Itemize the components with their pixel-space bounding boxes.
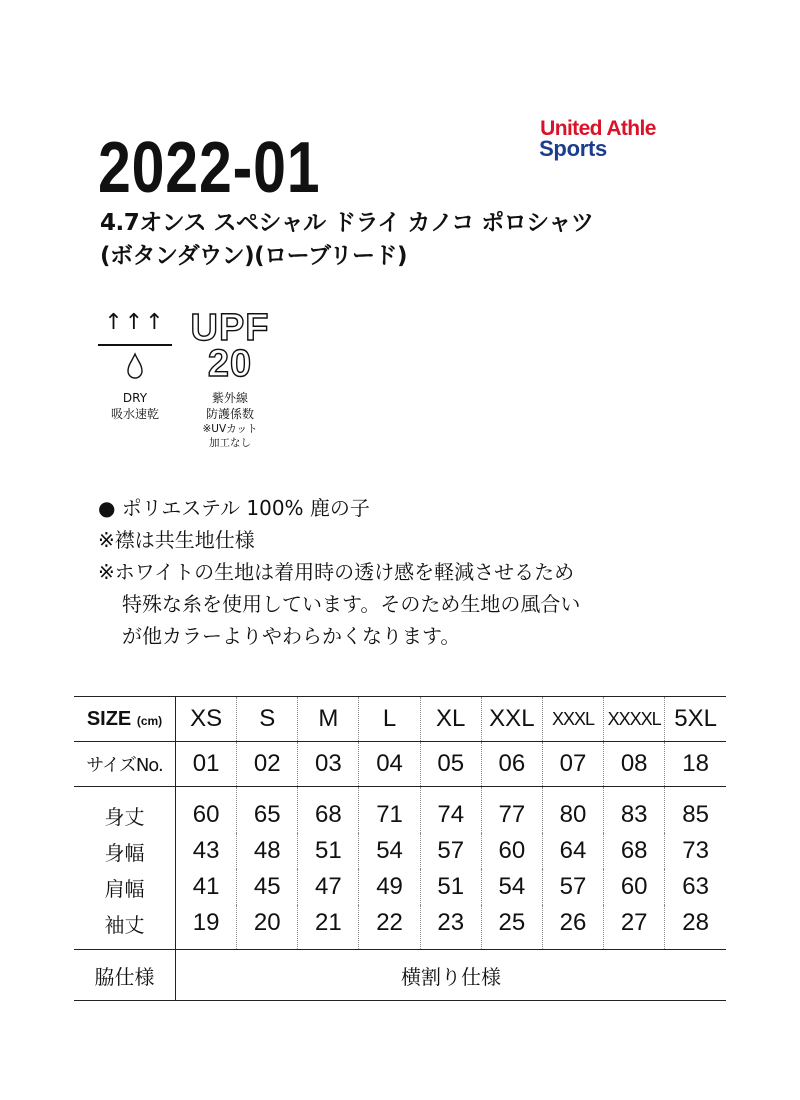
measurement-cell: 49 [359, 869, 420, 905]
upf-feature [190, 307, 270, 450]
size-table [74, 696, 726, 1001]
measurement-cell: 71 [359, 787, 420, 834]
water-drop-icon [125, 352, 145, 380]
brand-logo-line1: United Athle [540, 117, 656, 140]
note-material: ● ポリエステル 100% 鹿の子 [98, 496, 370, 520]
brand-logo-line2: Sports [539, 136, 607, 161]
size-cell: XXXL [542, 697, 603, 742]
measurement-cell: 64 [542, 833, 603, 869]
measurement-row-sleeve [74, 905, 726, 950]
measurement-cell: 60 [176, 787, 237, 834]
upf-label: UPF [190, 307, 270, 349]
size-cell: L [359, 697, 420, 742]
measurement-row-body-width [74, 833, 726, 869]
size-number-cell: 03 [298, 742, 359, 787]
note-white-cont: が他カラーよりやわらかくなります。 [122, 624, 461, 648]
note-collar: ※襟は共生地仕様 [98, 528, 255, 552]
row-label: 身丈 [74, 787, 176, 834]
size-cell: XXL [481, 697, 542, 742]
size-number-cell: 02 [237, 742, 298, 787]
measurement-cell: 57 [420, 833, 481, 869]
measurement-cell: 48 [237, 833, 298, 869]
measurement-cell: 25 [481, 905, 542, 950]
measurement-cell: 45 [237, 869, 298, 905]
upf-value: 20 [207, 343, 253, 385]
model-number: 2022-01 [98, 128, 321, 208]
measurement-cell: 43 [176, 833, 237, 869]
measurement-cell: 23 [420, 905, 481, 950]
measurement-cell: 73 [665, 833, 726, 869]
measurement-cell: 63 [665, 869, 726, 905]
measurement-cell: 51 [298, 833, 359, 869]
size-number-cell: 18 [665, 742, 726, 787]
product-name-line1: 4.7オンス スペシャル ドライ カノコ ポロシャツ [100, 210, 594, 236]
size-cell: M [298, 697, 359, 742]
row-label: 袖丈 [74, 905, 176, 950]
measurement-cell: 57 [542, 869, 603, 905]
size-number-cell: 07 [542, 742, 603, 787]
side-spec-label: 脇仕様 [74, 950, 176, 1001]
row-label: 肩幅 [74, 869, 176, 905]
dry-feature [98, 310, 172, 422]
measurement-cell: 68 [298, 787, 359, 834]
measurement-cell: 27 [604, 905, 665, 950]
size-cell: XS [176, 697, 237, 742]
side-spec-row [74, 950, 726, 1001]
size-cell: XXXXL [604, 697, 665, 742]
size-header: SIZE (cm) [74, 697, 176, 742]
size-row [74, 697, 726, 742]
product-notes [98, 492, 738, 652]
row-label: 身幅 [74, 833, 176, 869]
measurement-cell: 47 [298, 869, 359, 905]
upf-note: ※UVカット 加工なし [202, 423, 258, 449]
size-number-cell: 04 [359, 742, 420, 787]
size-number-cell: 05 [420, 742, 481, 787]
measurement-cell: 65 [237, 787, 298, 834]
size-number-row [74, 742, 726, 787]
measurement-cell: 60 [481, 833, 542, 869]
measurement-cell: 60 [604, 869, 665, 905]
measurement-cell: 54 [481, 869, 542, 905]
measurement-cell: 77 [481, 787, 542, 834]
measurement-cell: 74 [420, 787, 481, 834]
measurement-row-body-length [74, 787, 726, 834]
measurement-cell: 83 [604, 787, 665, 834]
side-spec-value: 横割り仕様 [176, 950, 727, 1001]
size-number-cell: 01 [176, 742, 237, 787]
brand-logo [508, 118, 688, 160]
size-cell: S [237, 697, 298, 742]
product-name [100, 207, 740, 273]
note-white-cont: 特殊な糸を使用しています。そのため生地の風合い [122, 592, 581, 616]
note-white: ※ホワイトの生地は着用時の透け感を軽減させるため [98, 560, 575, 584]
measurement-cell: 85 [665, 787, 726, 834]
measurement-row-shoulder [74, 869, 726, 905]
up-arrows-icon: ↑↑↑ [104, 310, 166, 335]
size-number-cell: 08 [604, 742, 665, 787]
measurement-cell: 22 [359, 905, 420, 950]
product-name-line2: (ボタンダウン)(ローブリード) [100, 243, 408, 269]
upf-text: 紫外線 防護係数 [205, 391, 254, 421]
measurement-cell: 19 [176, 905, 237, 950]
size-cell: 5XL [665, 697, 726, 742]
measurement-cell: 80 [542, 787, 603, 834]
measurement-cell: 28 [665, 905, 726, 950]
size-number-cell: 06 [481, 742, 542, 787]
measurement-cell: 26 [542, 905, 603, 950]
size-number-header: サイズNo. [74, 742, 176, 787]
measurement-cell: 51 [420, 869, 481, 905]
measurement-cell: 68 [604, 833, 665, 869]
divider [98, 344, 172, 346]
measurement-cell: 54 [359, 833, 420, 869]
measurement-cell: 20 [237, 905, 298, 950]
size-cell: XL [420, 697, 481, 742]
measurement-cell: 41 [176, 869, 237, 905]
dry-label: DRY 吸水速乾 [110, 390, 159, 421]
measurement-cell: 21 [298, 905, 359, 950]
